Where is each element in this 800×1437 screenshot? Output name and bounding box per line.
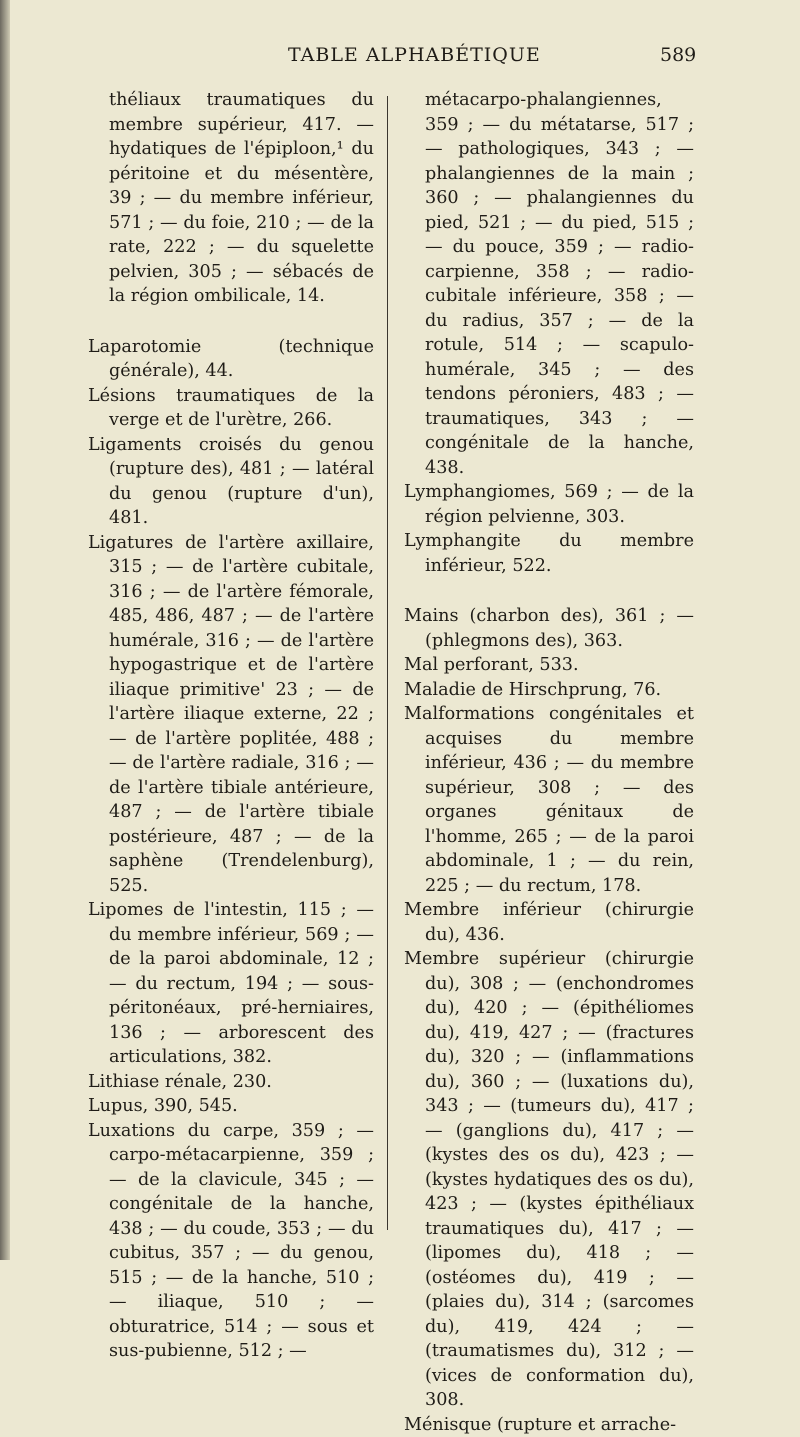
page-number: 589 — [660, 44, 696, 66]
index-entry-mains: Mains (charbon des), 361 ; — (phlegmons des), 363. — [404, 604, 694, 653]
index-entry-laparotomie: Laparotomie (technique générale), 44. — [88, 335, 374, 384]
index-entry-lupus: Lupus, 390, 545. — [88, 1094, 374, 1119]
section-gap — [88, 309, 374, 335]
index-entry-luxations-continued: métacarpo-phalangiennes, 359 ; — du métatarse, 517 ; — pathologiques, 343 ; — phalangiennes de la main ; 360 ; — phalangiennes du pied, 521 ; — du pied, 515 ; — du pouce, 359 ; — radio-carpienne, 358 ; — radio-cubitale inférieure, 358 ; — du radius, 357 ; — de la rotule, 514 ; — scapulo-humérale, 345 ; — des tendons péroniers, 483 ; — traumatiques, 343 ; — congénitale de la hanche, 438. — [404, 88, 694, 480]
column-divider — [387, 96, 388, 1230]
index-entry-membre-superieur: Membre supérieur (chirurgie du), 308 ; — (enchondromes du), 420 ; — (épithéliomes du), 419, 427 ; — (fractures du), 320 ; — (inflammations du), 360 ; — (luxations du), 343 ; — (tumeurs du), 417 ; — (ganglions du), 417 ; — (kystes des os du), 423 ; — (kystes hydatiques des os du), 423 ; — (kystes épithéliaux traumatiques du), 417 ; — (lipomes du), 418 ; — (ostéomes du), 419 ; — (plaies du), 314 ; (sarcomes du), 419, 424 ; — (traumatismes du), 312 ; — (vices de conformation du), 308. — [404, 947, 694, 1413]
index-entry-lipomes: Lipomes de l'intestin, 115 ; — du membre inférieur, 569 ; — de la paroi abdominale, 12 ; — du rectum, 194 ; — sous-péritonéaux, pré-herniaires, 136 ; — arborescent des articulations, 382. — [88, 898, 374, 1070]
page-edge — [0, 0, 10, 1260]
running-title: TABLE ALPHABÉTIQUE — [288, 44, 541, 66]
index-entry-membre-inferieur: Membre inférieur (chirurgie du), 436. — [404, 898, 694, 947]
left-column — [88, 88, 374, 1364]
index-entry-lymphangiomes: Lymphangiomes, 569 ; — de la région pelvienne, 303. — [404, 480, 694, 529]
index-entry-maladie: Maladie de Hirschprung, 76. — [404, 678, 694, 703]
index-entry-lithiase: Lithiase rénale, 230. — [88, 1070, 374, 1095]
index-entry-ligatures: Ligatures de l'artère axillaire, 315 ; — de l'artère cubitale, 316 ; — de l'artère fémorale, 485, 486, 487 ; — de l'artère humérale, 316 ; — de l'artère hypogastrique et de l'artère iliaque primitive' 23 ; — de l'artère iliaque externe, 22 ; — de l'artère poplitée, 488 ; — de l'artère radiale, 316 ; — de l'artère tibiale antérieure, 487 ; — de l'artère tibiale postérieure, 487 ; — de la saphène (Trendelenburg), 525. — [88, 531, 374, 899]
page-header — [0, 44, 800, 76]
section-gap — [404, 578, 694, 604]
index-entry-kystes-continued: théliaux traumatiques du membre supérieur, 417. — hydatiques de l'épiploon,¹ du péritoine et du mésentère, 39 ; — du membre inférieur, 571 ; — du foie, 210 ; — de la rate, 222 ; — du squelette pelvien, 305 ; — sébacés de la région ombilicale, 14. — [88, 88, 374, 309]
right-column — [404, 88, 694, 1437]
index-entry-mal-perforant: Mal perforant, 533. — [404, 653, 694, 678]
index-entry-luxations: Luxations du carpe, 359 ; — carpo-métacarpienne, 359 ; — de la clavicule, 345 ; — congénitale de la hanche, 438 ; — du coude, 353 ; — du cubitus, 357 ; — du genou, 515 ; — de la hanche, 510 ; — iliaque, 510 ; — obturatrice, 514 ; — sous et sus-pubienne, 512 ; — — [88, 1119, 374, 1364]
index-entry-malformations: Malformations congénitales et acquises du membre inférieur, 436 ; — du membre supérieur, 308 ; — des organes génitaux de l'homme, 265 ; — de la paroi abdominale, 1 ; — du rein, 225 ; — du rectum, 178. — [404, 702, 694, 898]
index-entry-lymphangite: Lymphangite du membre inférieur, 522. — [404, 529, 694, 578]
index-entry-ligaments: Ligaments croisés du genou (rupture des), 481 ; — latéral du genou (rupture d'un), 481. — [88, 433, 374, 531]
index-entry-menisque: Ménisque (rupture et arrache- — [404, 1413, 694, 1437]
index-entry-lesions: Lésions traumatiques de la verge et de l'urètre, 266. — [88, 384, 374, 433]
